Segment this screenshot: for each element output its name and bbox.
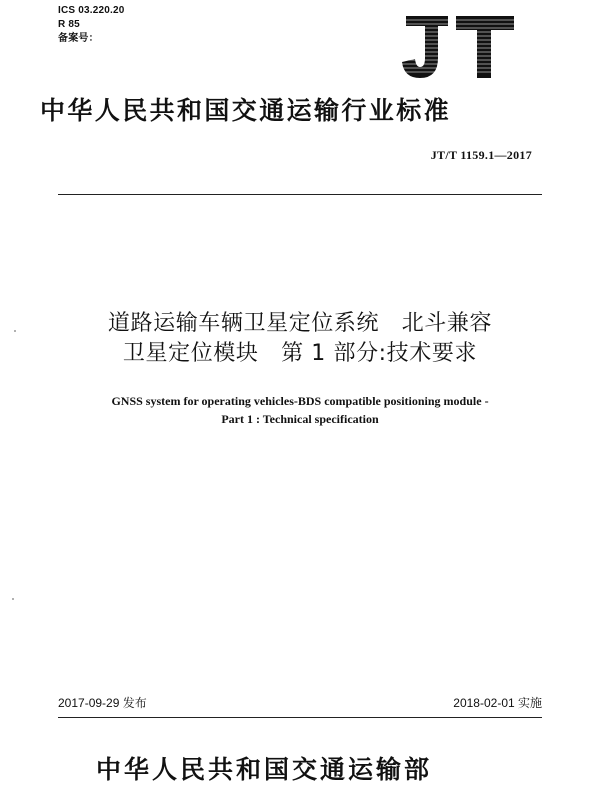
top-divider [58,194,542,195]
classification-block [58,4,125,46]
standard-number: JT/T 1159.1—2017 [430,148,532,162]
scan-speck [14,330,16,332]
scan-speck [12,598,14,600]
jt-logo-letter-j [402,16,448,78]
class-code: R 85 [58,19,80,30]
bottom-divider [58,717,542,718]
ics-code: ICS 03.220.20 [58,5,125,16]
issue-date: 2017-09-29 发布 [58,696,147,710]
organization-standard-title: 中华人民共和国交通运输行业标准 [40,96,452,125]
record-number-label: 备案号： [58,33,99,44]
effective-date: 2018-02-01 实施 [453,696,542,710]
jt-logo-letter-t [456,16,514,78]
issuing-authority: 中华人民共和国交通运输部 [96,755,433,784]
chinese-title-line-1: 道路运输车辆卫星定位系统 北斗兼容 [107,311,493,336]
english-title-line-2: Part 1 : Technical specification [221,412,379,426]
english-title-line-1: GNSS system for operating vehicles-BDS compatible positioning module - [111,394,489,408]
jt-logo [398,12,518,82]
chinese-title-line-2: 卫星定位模块 第 1 部分:技术要求 [122,341,478,366]
